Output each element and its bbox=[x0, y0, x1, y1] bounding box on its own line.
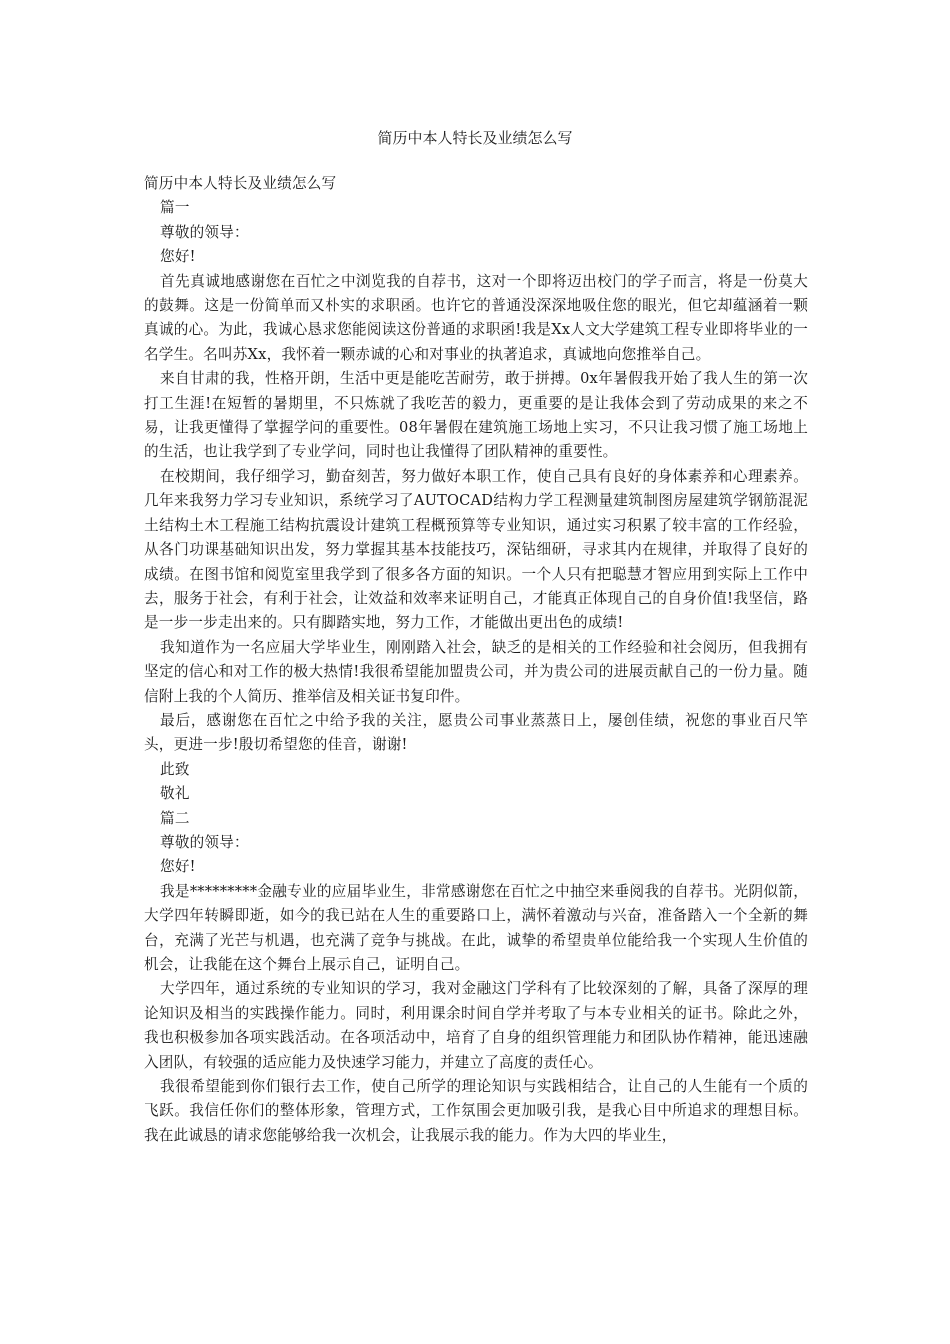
paragraph: 我是*********金融专业的应届毕业生，非常感谢您在百忙之中抽空来垂阅我的自荐书。光阴似箭，大学四年转瞬即逝，如今的我已站在人生的重要路口上，满怀着激动与兴奋，准备踏入一个全新的舞台，充满了光芒与机遇，也充满了竞争与挑战。在此，诚挚的希望贵单位能给我一个实现人生价值的机会，让我能在这个舞台上展示自己，证明自己。 bbox=[144, 882, 808, 973]
paragraph: 您好! bbox=[160, 858, 196, 876]
paragraph: 简历中本人特长及业绩怎么写 bbox=[144, 175, 337, 192]
document-body bbox=[144, 172, 808, 1148]
paragraph: 大学四年，通过系统的专业知识的学习，我对金融这门学科有了比较深刻的了解，具备了深厚的理论知识及相当的实践操作能力。同时，利用课余时间自学并考取了与本专业相关的证书。除此之外，我也积极参加各项实践活动。在各项活动中，培育了自身的组织管理能力和团队协作精神，能迅速融入团队，有较强的适应能力及快速学习能力，并建立了高度的责任心。 bbox=[144, 980, 808, 1071]
paragraph: 最后，感谢您在百忙之中给予我的关注，愿贵公司事业蒸蒸日上，屡创佳绩，祝您的事业百尺竿头，更进一步!殷切希望您的佳音，谢谢! bbox=[144, 711, 808, 754]
paragraph: 篇一 bbox=[160, 199, 190, 217]
paragraph: 您好! bbox=[160, 248, 196, 266]
paragraph: 我知道作为一名应届大学毕业生，刚刚踏入社会，缺乏的是相关的工作经验和社会阅历，但我拥有坚定的信心和对工作的极大热情!我很希望能加盟贵公司，并为贵公司的进展贡献自己的一份力量。随信附上我的个人简历、推举信及相关证书复印件。 bbox=[144, 638, 808, 705]
paragraph: 篇二 bbox=[160, 809, 190, 827]
paragraph: 我很希望能到你们银行去工作，使自己所学的理论知识与实践相结合，让自己的人生能有一个质的飞跃。我信任你们的整体形象，管理方式，工作氛围会更加吸引我，是我心目中所追求的理想目标。我在此诚恳的请求您能够给我一次机会，让我展示我的能力。作为大四的毕业生， bbox=[144, 1078, 808, 1144]
paragraph: 来自甘肃的我，性格开朗，生活中更是能吃苦耐劳，敢于拼搏。0x年暑假我开始了我人生的第一次打工生涯!在短暂的暑期里，不只炼就了我吃苦的毅力，更重要的是让我体会到了劳动成果的来之不易，让我更懂得了掌握学问的重要性。08年暑假在建筑施工场地上实习，不只让我习惯了施工场地上的生活，也让我学到了专业学问，同时也让我懂得了团队精神的重要性。 bbox=[144, 370, 808, 461]
paragraph: 首先真诚地感谢您在百忙之中浏览我的自荐书，这对一个即将迈出校门的学子而言，将是一份莫大的鼓舞。这是一份简单而又朴实的求职函。也许它的普通没深深地吸住您的眼光，但它却蕴涵着一颗真诚的心。为此，我诚心恳求您能阅读这份普通的求职函!我是Xx人文大学建筑工程专业即将毕业的一名学生。名叫苏Xx，我怀着一颗赤诚的心和对事业的执著追求，真诚地向您推举自己。 bbox=[144, 272, 808, 363]
paragraph: 在校期间，我仔细学习，勤奋刻苦，努力做好本职工作，使自己具有良好的身体素养和心理素养。几年来我努力学习专业知识，系统学习了AUTOCAD结构力学工程测量建筑制图房屋建筑学钢筋混泥土结构土木工程施工结构抗震设计建筑工程概预算等专业知识，通过实习积累了较丰富的工作经验，从各门功课基础知识出发，努力掌握其基本技能技巧，深钻细研，寻求其内在规律，并取得了良好的成绩。在图书馆和阅览室里我学到了很多各方面的知识。一个人只有把聪慧才智应用到实际上工作中去，服务于社会，有利于社会，让效益和效率来证明自己，才能真正体现自己的自身价值!我坚信，路是一步一步走出来的。只有脚踏实地，努力工作，才能做出更出色的成绩! bbox=[144, 467, 808, 632]
paragraph: 尊敬的领导： bbox=[160, 833, 249, 851]
page-title: 简历中本人特长及业绩怎么写 bbox=[377, 129, 573, 147]
paragraph: 敬礼 bbox=[160, 785, 190, 803]
paragraph: 此致 bbox=[160, 760, 190, 778]
paragraph: 尊敬的领导： bbox=[160, 223, 249, 241]
